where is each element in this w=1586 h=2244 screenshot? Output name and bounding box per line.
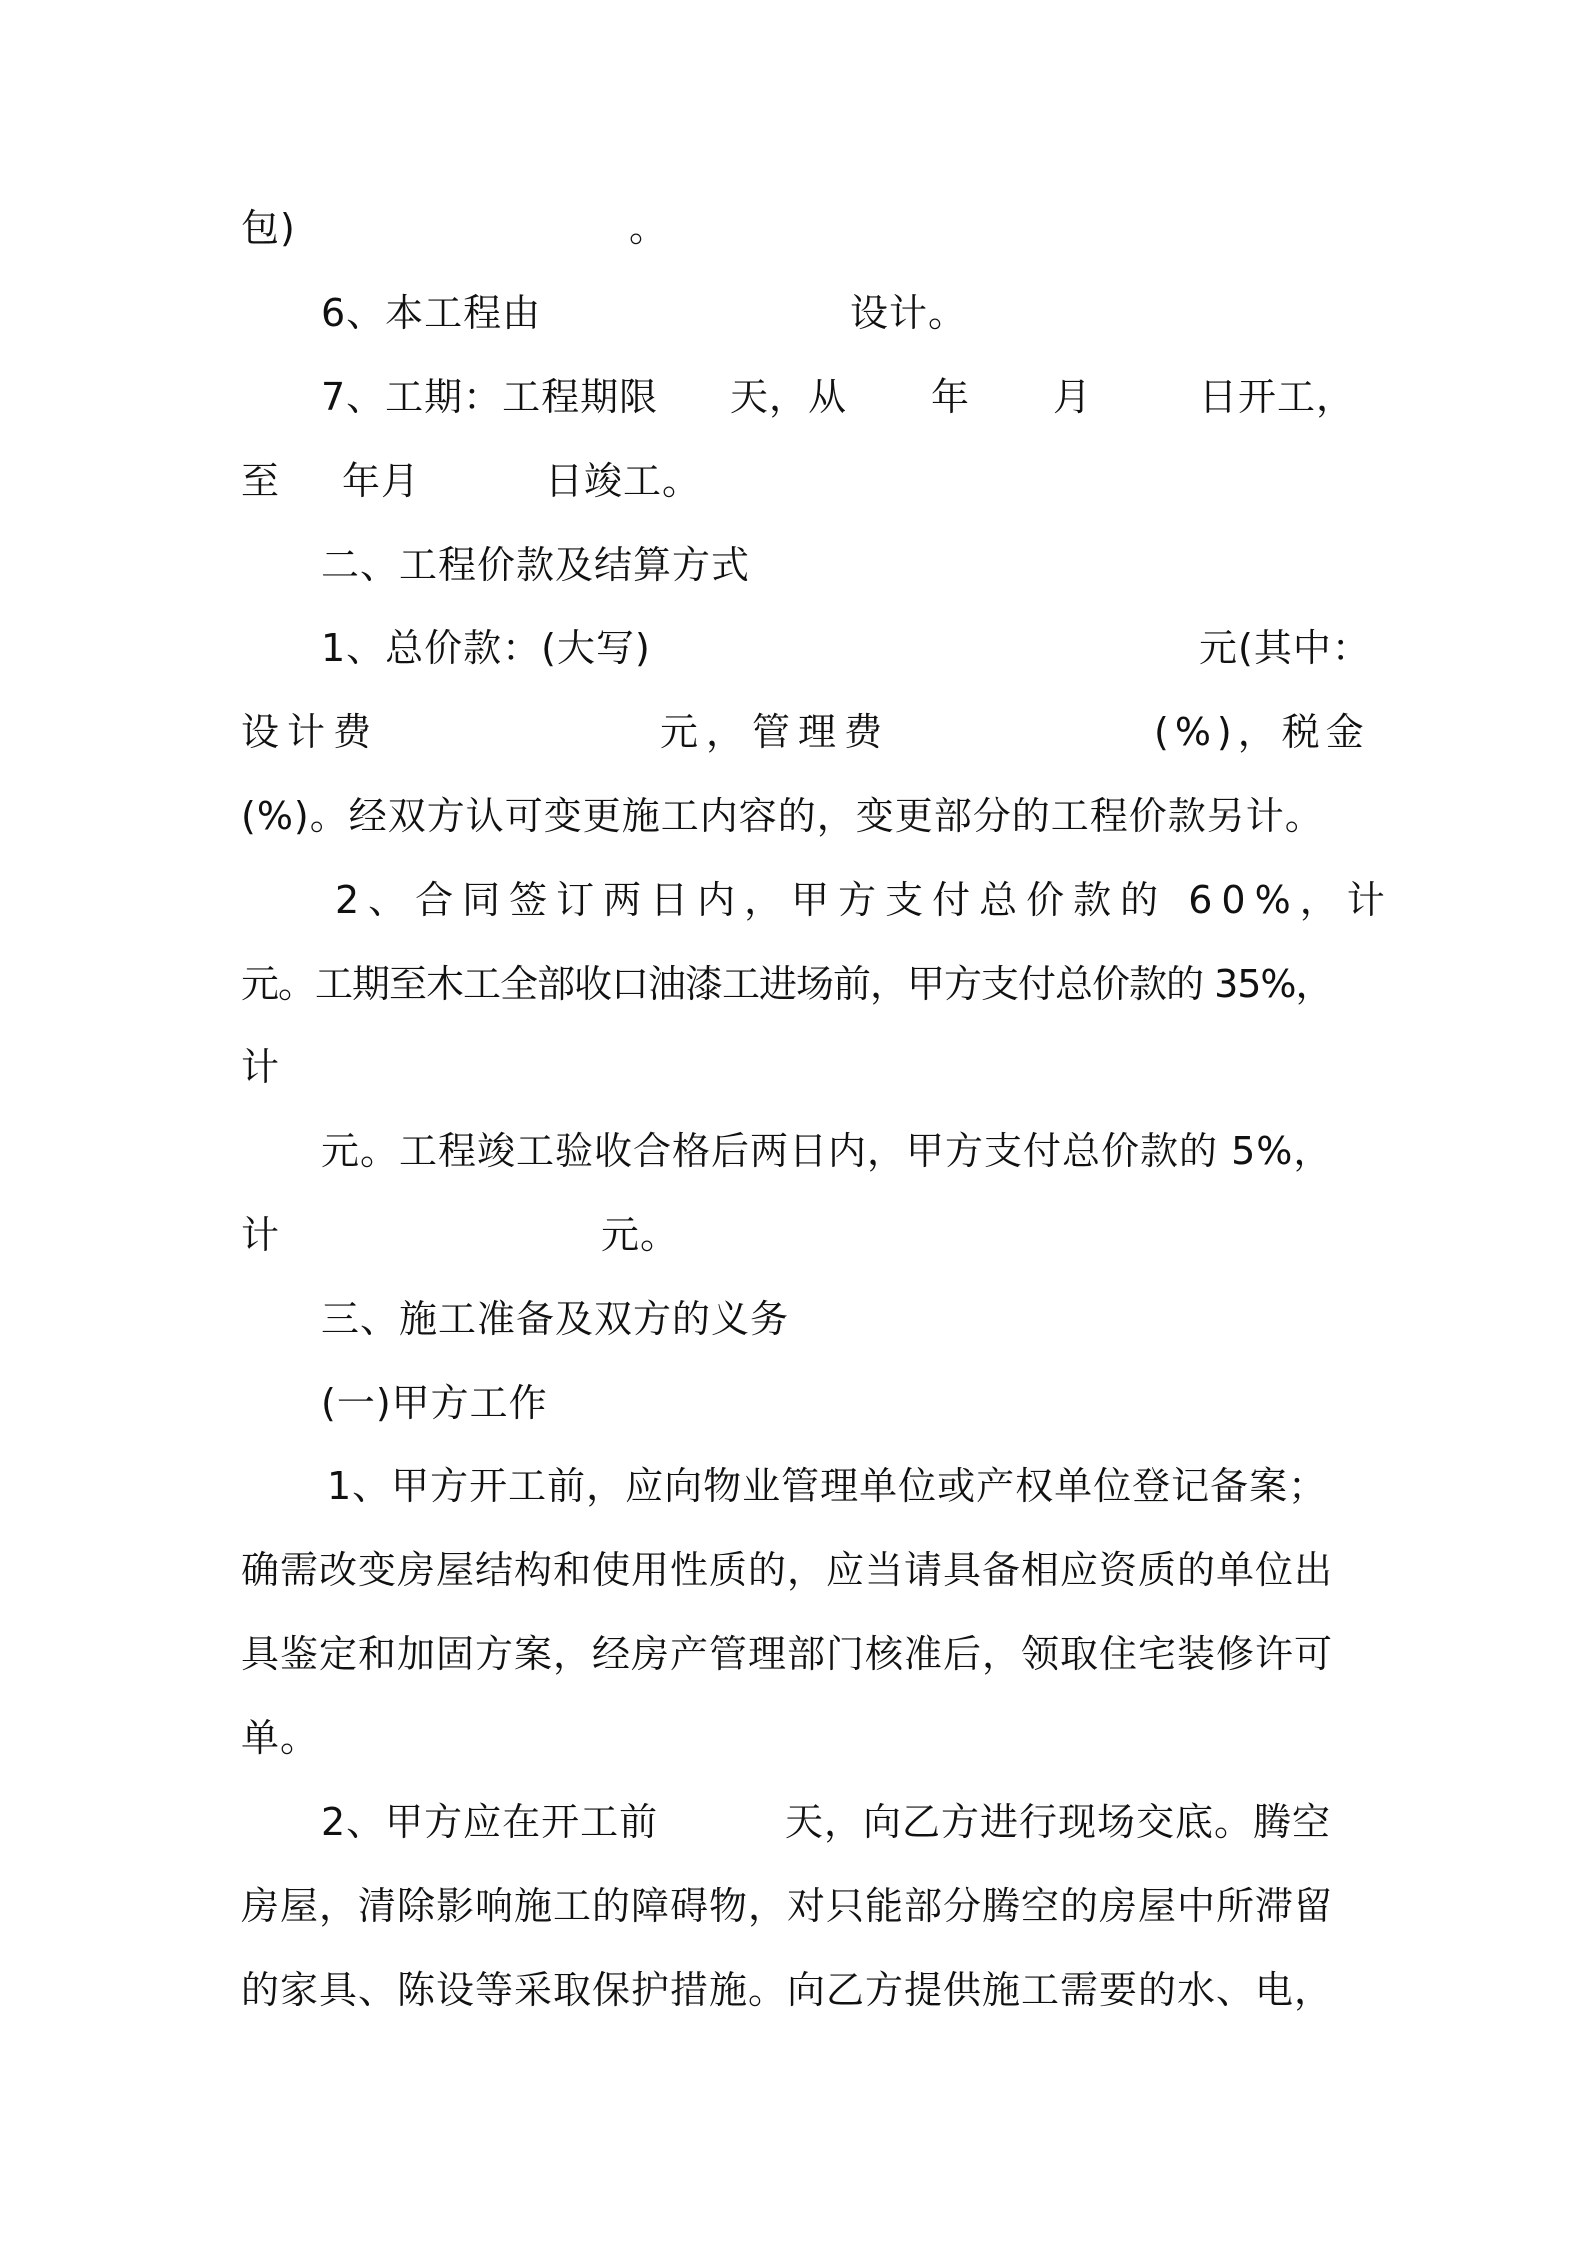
text-segment: 二、工程价款及结算方式	[321, 543, 751, 587]
text-line	[241, 1121, 1361, 1181]
text-segment: 日竣工。	[545, 459, 702, 503]
text-line	[241, 1792, 1361, 1852]
text-segment: 元，管理费	[660, 710, 891, 754]
text-line	[241, 870, 1394, 930]
section-heading	[241, 1289, 1361, 1349]
text-line	[241, 1540, 1361, 1600]
text-line	[241, 702, 1370, 762]
text-line	[241, 1205, 1361, 1265]
text-line	[241, 367, 1361, 427]
text-segment: 元(其中：	[1199, 626, 1371, 670]
text-segment: (%)，税金	[1154, 710, 1370, 754]
text-line	[241, 1876, 1361, 1936]
text-line	[241, 1037, 1361, 1097]
text-segment: 。	[629, 206, 669, 250]
text-segment: 2、合同签订两日内，甲方支付总价款的 60%，计	[335, 878, 1394, 922]
text-segment: 包)	[241, 206, 296, 250]
text-line	[241, 1624, 1361, 1684]
text-segment: 设计。	[850, 291, 968, 335]
text-line	[241, 1456, 1361, 1516]
text-segment: 的家具、陈设等采取保护措施。向乙方提供施工需要的水、电，	[241, 1968, 1334, 2012]
text-segment: 确需改变房屋结构和使用性质的，应当请具备相应资质的单位出	[241, 1548, 1334, 1592]
text-segment: 至	[241, 459, 281, 503]
text-segment: 元。	[601, 1213, 680, 1257]
text-line	[241, 786, 1361, 846]
text-segment: 计	[241, 1213, 281, 1257]
text-line	[241, 954, 1361, 1014]
text-segment: 日开工，	[1199, 375, 1356, 419]
text-segment: 设计费	[241, 710, 380, 754]
text-segment: 具鉴定和加固方案，经房产管理部门核准后，领取住宅装修许可	[241, 1632, 1334, 1676]
text-segment: 6、本工程由	[321, 291, 542, 335]
text-segment: 月	[1053, 375, 1093, 419]
subsection-heading	[241, 1373, 1361, 1433]
text-segment: 计	[241, 1045, 281, 1089]
text-segment: 2、甲方应在开工前	[321, 1800, 659, 1844]
text-segment: 单。	[241, 1716, 320, 1760]
section-heading	[241, 535, 1361, 595]
text-line	[241, 283, 1361, 343]
text-segment: 年	[931, 375, 971, 419]
text-segment: 元。工期至木工全部收口油漆工进场前，甲方支付总价款的 35%，	[241, 962, 1333, 1006]
text-segment: (%)。经双方认可变更施工内容的，变更部分的工程价款另计。	[241, 794, 1324, 838]
text-line	[241, 1708, 1361, 1768]
text-segment: 1、甲方开工前，应向物业管理单位或产权单位登记备案；	[327, 1464, 1328, 1508]
text-segment: 元。工程竣工验收合格后两日内，甲方支付总价款的 5%，	[321, 1129, 1333, 1173]
text-segment: 天，向乙方进行现场交底。腾空	[785, 1800, 1332, 1844]
text-line	[241, 618, 1371, 678]
text-segment: (一)甲方工作	[321, 1381, 548, 1425]
text-segment: 天，从	[730, 375, 848, 419]
text-segment: 1、总价款：(大写)	[321, 626, 651, 670]
text-line	[241, 1960, 1361, 2020]
text-line	[241, 451, 1361, 511]
text-segment: 房屋，清除影响施工的障碍物，对只能部分腾空的房屋中所滞留	[241, 1884, 1334, 1928]
text-segment: 三、施工准备及双方的义务	[321, 1297, 790, 1341]
text-segment: 年月	[342, 459, 421, 503]
text-segment: 7、工期：工程期限	[321, 375, 659, 419]
text-line	[241, 198, 1361, 258]
